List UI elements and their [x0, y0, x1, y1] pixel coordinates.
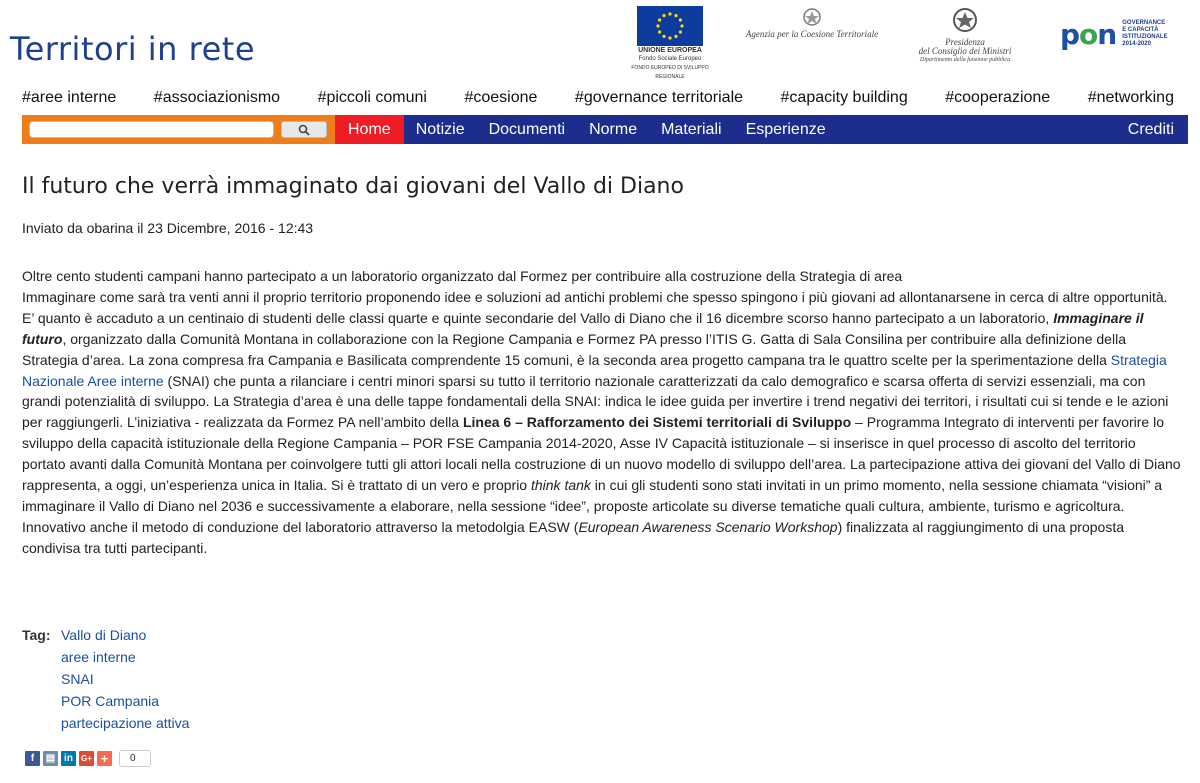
share-bar — [25, 750, 151, 767]
nav-home[interactable]: Home — [335, 115, 404, 144]
presidenza-line3: Dipartimento della funzione pubblica — [919, 57, 1011, 63]
body-italic-thinktank: think tank — [530, 477, 591, 494]
republic-emblem-icon — [947, 6, 983, 36]
presidenza-line2: del Consiglio dei Ministri — [918, 46, 1012, 56]
eu-logo[interactable] — [625, 6, 715, 82]
pon-o: o — [1079, 17, 1098, 51]
share-count: 0 — [119, 750, 151, 767]
googleplus-share-button[interactable]: G+ — [79, 751, 94, 766]
tag-link[interactable]: aree interne — [61, 649, 136, 665]
search-button[interactable] — [281, 121, 327, 138]
body-text-h: in cui gli studenti sono stati invitati in un primo momento, nella sessione chiamata “visioni” a immaginare il Vallo di Diano nel 2036 e successivamente a elaborare, nella sessione “idee”, proposte articolate su diverse tematiche quali cultura, ambiente, turismo e agricoltura. Innovativo anche il metodo di conduzione del laboratorio attraverso la metodolgia EASW ( — [22, 477, 1163, 535]
main-navbar — [22, 115, 1188, 144]
snai-link[interactable]: Strategia Nazionale Aree interne — [22, 351, 1167, 389]
body-italic-easw: European Awareness Scenario Workshop — [578, 518, 838, 535]
body-text-c: , organizzato dalla Comunità Montana in collaborazione con la Regione Campania e Formez PA presso l’ITIS G. Gatta di Sala Consilina per contribuire alla definizione della Strategia d’area. La zona compresa fra Campania e Basilicata comprendente 15 comuni, è la seconda area progetto campana tra le quattro scelte per la sperimentazione della — [22, 330, 1126, 368]
hashtag-piccoli-comuni[interactable]: #piccoli comuni — [317, 89, 427, 106]
site-title[interactable]: Territori in rete — [10, 30, 255, 68]
pon-side-1: GOVERNANCE — [1122, 20, 1166, 26]
hashtag-coesione[interactable]: #coesione — [464, 89, 538, 106]
tags-label: Tag: — [22, 627, 51, 643]
nav-materiali[interactable]: Materiali — [661, 120, 722, 138]
nav-norme[interactable]: Norme — [589, 120, 638, 138]
hashtag-associazionismo[interactable]: #associazionismo — [153, 89, 281, 106]
body-text-a: Immaginare come sarà tra venti anni il proprio territorio proponendo idee e soluzioni ad antichi problemi che spesso spingono i più giovani ad allontanarsene in cerca di altre opportunità. E’ quanto è accaduto a un centinaio di studenti delle classi quarte e quinte secondarie del Vallo di Diano che il 16 dicembre scorso hanno partecipato a un laboratorio, — [22, 288, 1168, 326]
pon-n: n — [1097, 17, 1117, 51]
search-input[interactable] — [29, 121, 274, 138]
pon-side-text — [1122, 20, 1167, 48]
nav-documenti[interactable]: Documenti — [488, 120, 566, 138]
body-emphasis-title: Immaginare il futuro — [22, 309, 1144, 347]
agenzia-logo[interactable] — [737, 6, 887, 39]
hashtag-capacity-building[interactable]: #capacity building — [780, 89, 908, 106]
facebook-share-button[interactable]: f — [25, 751, 40, 766]
eu-flag-icon — [637, 6, 703, 46]
tag-link[interactable]: SNAI — [61, 671, 94, 687]
pon-wordmark — [1060, 17, 1117, 51]
pon-logo[interactable] — [1060, 17, 1190, 51]
tag-link[interactable]: POR Campania — [61, 693, 160, 709]
nav-crediti[interactable]: Crediti — [1127, 120, 1174, 138]
hashtag-networking[interactable]: #networking — [1087, 89, 1174, 106]
tag-list — [61, 624, 189, 734]
emblem-icon — [802, 6, 822, 28]
print-share-button[interactable]: ▤ — [43, 751, 58, 766]
presidenza-line1: Presidenza — [945, 37, 985, 47]
hashtag-governance-territoriale[interactable]: #governance territoriale — [574, 89, 744, 106]
hashtag-nav — [22, 89, 1174, 107]
nav-esperienze[interactable]: Esperienze — [745, 120, 826, 138]
tag-link[interactable]: partecipazione attiva — [61, 715, 190, 731]
body-text-f: – Programma Integrato di interventi per favorire lo sviluppo della capacità istituzionale della Regione Campania – POR FSE Campania 2014-2020, Asse IV Capacità istituzionale – si inserisce in quel processo di ascolto del territorio portato avanti dalla Comunità Montana per coinvolgere tutti gli attori locali nella costruzione di un nuovo modello di sviluppo dell’area. La partecipazione attiva dei giovani del Vallo di Diano rappresenta, a oggi, un’esperienza unica in Italia. Si è trattato di un vero e proprio — [22, 414, 1181, 494]
search-icon — [298, 124, 310, 136]
article-title: Il futuro che verrà immaginato dai giovani del Vallo di Diano — [22, 174, 684, 199]
eu-logo-line3: FONDO EUROPEO DI SVILUPPO REGIONALE — [631, 65, 709, 80]
pon-p: p — [1060, 17, 1080, 51]
pon-side-2: E CAPACITÀ — [1122, 27, 1159, 33]
body-text-j: ) finalizzata al raggiungimento di una proposta condivisa tra tutti partecipanti. — [22, 518, 1124, 556]
article-meta: Inviato da obarina il 23 Dicembre, 2016 - 12:43 — [22, 220, 314, 236]
eu-logo-line1: UNIONE EUROPEA — [638, 47, 702, 54]
hashtag-cooperazione[interactable]: #cooperazione — [945, 89, 1051, 106]
pon-side-4: 2014-2020 — [1122, 41, 1151, 47]
pon-side-3: ISTITUZIONALE — [1122, 34, 1168, 40]
tag-link[interactable]: Vallo di Diano — [61, 627, 147, 643]
nav-notizie[interactable]: Notizie — [415, 120, 465, 138]
hashtag-aree-interne[interactable]: #aree interne — [22, 89, 117, 106]
article-lead: Oltre cento studenti campani hanno partecipato a un laboratorio organizzato dal Formez per contribuire alla costruzione della Strategia di area — [22, 268, 903, 284]
body-bold-linea: Linea 6 – Rafforzamento dei Sistemi territoriali di Sviluppo — [462, 414, 852, 431]
search-box — [22, 115, 335, 144]
article-body — [22, 266, 1182, 559]
eu-logo-line2: Fondo Sociale Europeo — [638, 56, 702, 62]
body-text-d: (SNAI) che punta a rilanciare i centri minori sparsi su tutto il territorio nazionale caratterizzati da calo demografico e scarsa offerta di servizi essenziali, ma con grandi potenzialità di sviluppo. La Strategia d’area è una delle tappe fondamentali della SNAI: indica le idee guida per invertire i trend negativi dei territori, i risultati cui si tende e le azioni per raggiungerli. L’iniziativa - realizzata da Formez PA nell’ambito della — [22, 372, 1169, 431]
agenzia-caption: Agenzia per la Coesione Territoriale — [745, 29, 879, 39]
more-share-button[interactable]: + — [97, 751, 112, 766]
article-paragraph — [22, 287, 1182, 559]
presidenza-logo[interactable] — [905, 6, 1025, 65]
linkedin-share-button[interactable]: in — [61, 751, 76, 766]
partner-logos — [625, 6, 1190, 80]
